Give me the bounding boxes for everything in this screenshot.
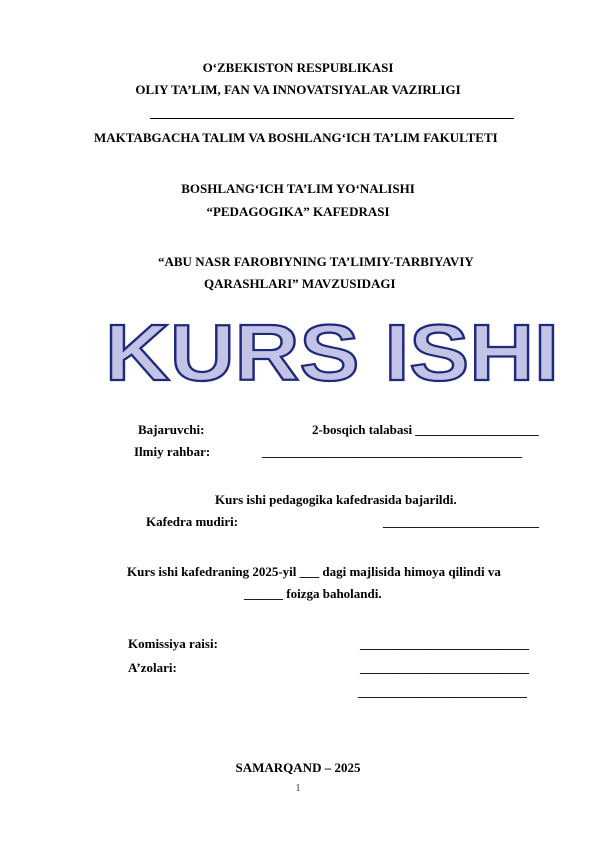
faculty-heading: MAKTABGACHA TALIM VA BOSHLANG‘ICH TA’LIM FAKULTETI bbox=[94, 130, 498, 145]
city-year: SAMARQAND – 2025 bbox=[235, 760, 361, 775]
supervisor-label: Ilmiy rahbar: bbox=[134, 444, 211, 459]
commission-chair-label: Komissiya raisi: bbox=[128, 636, 218, 651]
supervisor-value: ________________________________________ bbox=[262, 444, 522, 459]
executor-value: 2-bosqich talabasi ___________________ bbox=[312, 422, 539, 437]
executor-label: Bajaruvchi: bbox=[138, 422, 205, 437]
kurs-ishi-title-text: KURS ISHI bbox=[105, 308, 559, 394]
department-heading: “PEDAGOGIKA” KAFEDRASI bbox=[206, 204, 390, 219]
commission-member-1: __________________________ bbox=[360, 660, 529, 675]
commission-member-2: __________________________ bbox=[358, 684, 527, 699]
page-number: 1 bbox=[295, 782, 301, 794]
kurs-ishi-title bbox=[92, 308, 572, 394]
done-statement: Kurs ishi pedagogika kafedrasida bajarildi. bbox=[215, 492, 457, 507]
commission-chair-value: __________________________ bbox=[360, 636, 529, 651]
defense-line-1: Kurs ishi kafedraning 2025-yil ___ dagi majlisida himoya qilindi va bbox=[127, 564, 501, 579]
header-divider bbox=[150, 118, 514, 119]
topic-line-1: “ABU NASR FAROBIYNING TA’LIMIY-TARBIYAVIY bbox=[158, 254, 474, 269]
defense-line-2: ______ foizga baholandi. bbox=[244, 586, 382, 601]
head-value: ________________________ bbox=[383, 514, 539, 529]
topic-line-2: QARASHLARI” MAVZUSIDAGI bbox=[204, 276, 396, 291]
commission-members-label: A’zolari: bbox=[128, 660, 177, 675]
direction-heading: BOSHLANG‘ICH TA’LIM YO‘NALISHI bbox=[181, 181, 415, 196]
republic-heading: O‘ZBEKISTON RESPUBLIKASI bbox=[202, 60, 394, 75]
head-label: Kafedra mudiri: bbox=[146, 514, 239, 529]
ministry-heading: OLIY TA’LIM, FAN VA INNOVATSIYALAR VAZIRLIGI bbox=[135, 82, 461, 97]
